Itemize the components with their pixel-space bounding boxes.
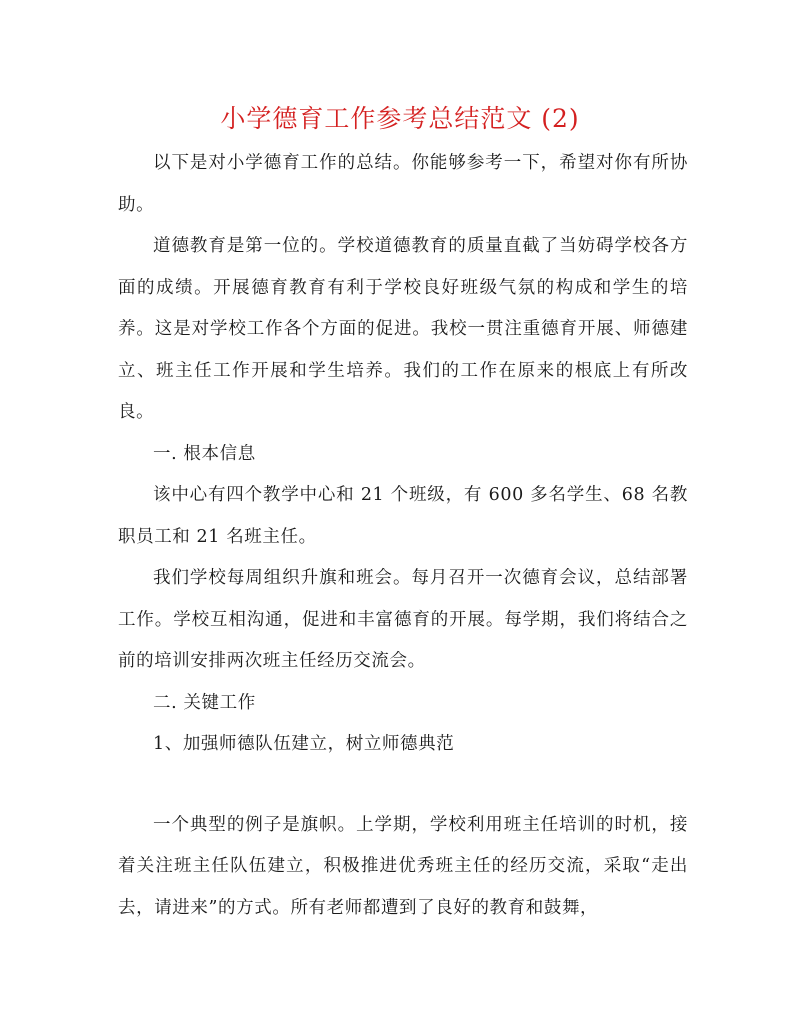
paragraph-spacer <box>118 766 688 805</box>
paragraph-typical-example: 一个典型的例子是旗帜。上学期，学校利用班主任培训的时机，接着关注班主任队伍建立，积极推进优秀班主任的经历交流，采取“走出去，请进来”的方式。所有老师都遭到了良好的教育和鼓舞， <box>118 814 688 918</box>
document-title: 小学德育工作参考总结范文 (2) <box>220 104 580 133</box>
section-heading-key-work: 二. 关键工作 <box>153 692 256 713</box>
subheading-teacher-ethics: 1、加强师德队伍建立，树立师德典范 <box>153 734 455 754</box>
document-body <box>118 143 688 929</box>
paragraph-center-stats: 该中心有四个教学中心和 21 个班级，有 600 多名学生、68 名教职员工和 21 名班主任。 <box>118 485 688 547</box>
paragraph-weekly-activities: 我们学校每周组织升旗和班会。每月召开一次德育会议，总结部署工作。学校互相沟通，促进和丰富德育的开展。每学期，我们将结合之前的培训安排两次班主任经历交流会。 <box>118 568 688 671</box>
paragraph-intro: 以下是对小学德育工作的总结。你能够参考一下，希望对你有所协助。 <box>118 153 688 215</box>
paragraph-moral-education: 道德教育是第一位的。学校道德教育的质量直截了当妨碍学校各方面的成绩。开展德育教育有利于学校良好班级气氛的构成和学生的培养。这是对学校工作各个方面的促进。我校一贯注重德育开展、师德建立、班主任工作开展和学生培养。我们的工作在原来的根底上有所改良。 <box>118 236 688 422</box>
section-heading-basic-info: 一. 根本信息 <box>153 443 256 464</box>
